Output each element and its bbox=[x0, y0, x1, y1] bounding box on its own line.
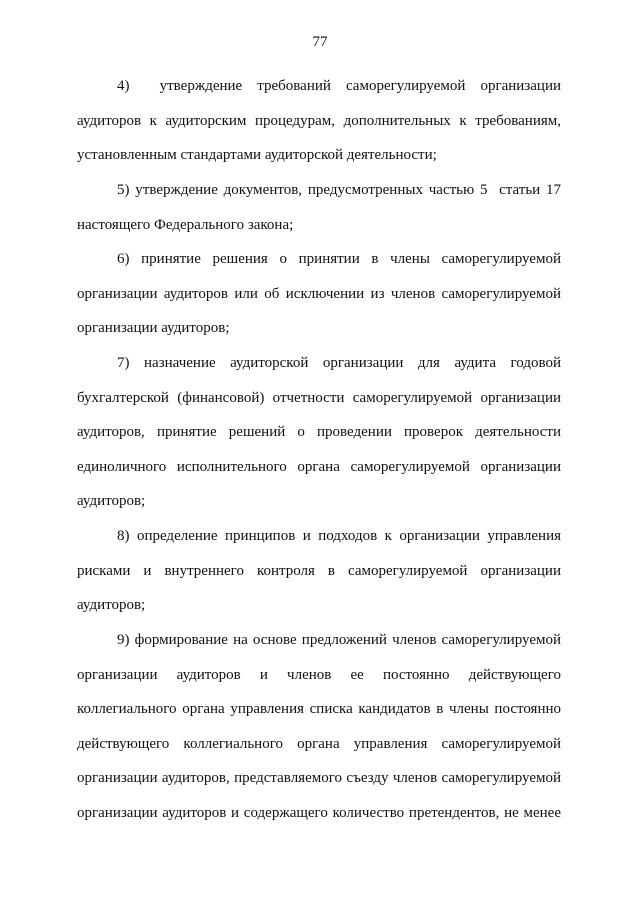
text-line: организации аудиторов и содержащего количество претендентов, не менее bbox=[77, 805, 561, 821]
text-line: 8) определение принципов и подходов к организации управления bbox=[117, 528, 561, 544]
text-line: аудиторов, принятие решений о проведении проверок деятельности bbox=[77, 424, 561, 440]
text-line: организации аудиторов или об исключении из членов саморегулируемой bbox=[77, 286, 561, 302]
text-line: аудиторов; bbox=[77, 597, 146, 613]
text-line: организации аудиторов и членов ее постоянно действующего bbox=[77, 667, 561, 683]
text-line: аудиторов к аудиторским процедурам, дополнительных к требованиям, bbox=[77, 113, 561, 129]
text-line: рисками и внутреннего контроля в саморегулируемой организации bbox=[77, 563, 561, 579]
text-line: 7) назначение аудиторской организации для аудита годовой bbox=[117, 355, 561, 371]
text-line: единоличного исполнительного органа саморегулируемой организации bbox=[77, 459, 561, 475]
text-line: 5) утверждение документов, предусмотренных частью 5 статьи 17 bbox=[117, 182, 561, 198]
text-line: действующего коллегиального органа управления саморегулируемой bbox=[77, 736, 561, 752]
text-line: 6) принятие решения о принятии в члены саморегулируемой bbox=[117, 251, 561, 267]
text-line: бухгалтерской (финансовой) отчетности саморегулируемой организации bbox=[77, 390, 561, 406]
text-line: 9) формирование на основе предложений членов саморегулируемой bbox=[117, 632, 561, 648]
text-line: организации аудиторов; bbox=[77, 320, 230, 336]
text-line: организации аудиторов, представляемого съезду членов саморегулируемой bbox=[77, 770, 561, 786]
text-line: установленным стандартами аудиторской деятельности; bbox=[77, 147, 437, 163]
page-number: 77 bbox=[312, 34, 328, 50]
text-line: аудиторов; bbox=[77, 493, 146, 509]
text-line: коллегиального органа управления списка кандидатов в члены постоянно bbox=[77, 701, 561, 717]
text-line: 4) утверждение требований саморегулируемой организации bbox=[117, 78, 561, 94]
text-line: настоящего Федерального закона; bbox=[77, 217, 294, 233]
